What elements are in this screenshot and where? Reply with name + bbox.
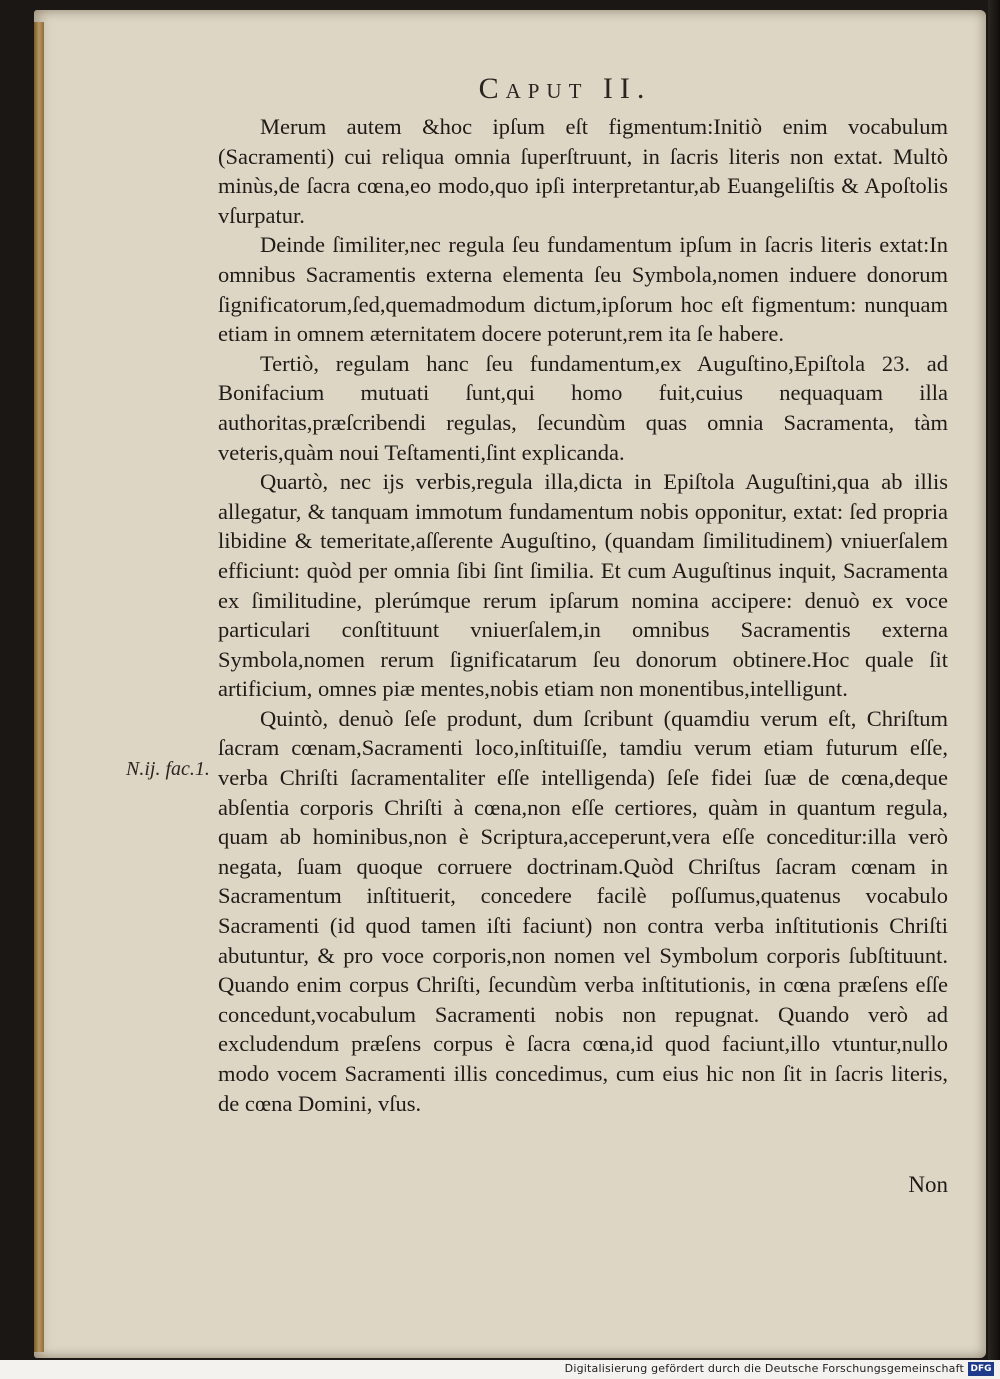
- scan-border: [988, 0, 1000, 1360]
- catchword: Non: [908, 1172, 948, 1197]
- dfg-logo: DFG: [968, 1362, 994, 1376]
- paragraph: Merum autem &hoc ipſum eſt figmentum:Initiò enim vocabulum (Sacramenti) cui reliqua omnia ſuperſtruunt, in ſacris literis non extat. Multò minùs,de ſacra cœna,eo modo,quo ipſi interpretantur,ab Euangeliſtis & Apoſtolis vſurpatur.: [218, 114, 948, 228]
- marginal-note: N.ij. fac.1.: [126, 758, 210, 780]
- gilt-page-edge: [34, 22, 44, 1352]
- paragraph: Deinde ſimiliter,nec regula ſeu fundamentum ipſum in ſacris literis extat:In omnibus Sacramentis externa elementa ſeu Symbola,nomen induere donorum ſignificatorum,ſed,quemadmodum dictum,ipſorum hoc eſt figmentum: nunquam etiam in omnem æternitatem docere poterunt,rem ita ſe habere.: [218, 232, 948, 347]
- paragraph: Tertiò, regulam hanc ſeu fundamentum,ex Auguſtino,Epiſtola 23. ad Bonifacium mutuati ſunt,qui homo fuit,cuius nequaquam illa authoritas,præſcribendi regulas, ſecundùm quas omnia Sacramenta, tàm veteris,quàm noui Teſtamenti,ſint explicanda.: [218, 350, 948, 465]
- footer-bar: [0, 1360, 1000, 1379]
- body-text: [218, 112, 948, 1118]
- paragraph: Quintò, denuò ſeſe produnt, dum ſcribunt (quamdiu verum eſt, Chriſtum ſacram cœnam,Sacramenti loco,inſtituiſſe, tamdiu verum etiam futurum eſſe, verba Chriſti ſacramentaliter eſſe intelligenda) ſeſe fidei ſuæ de cœna,deque abſentia corporis Chriſti à cœna,non eſſe certiores, quàm in quantum regula, quam ab hominibus,non è Scriptura,acceperunt,vera eſſe conceditur:illa verò negata, ſuam quoque corruere doctrinam.Quòd Chriſtus ſacram cœnam in Sacramentum inſtituerit, concedere facilè poſſumus,quatenus vocabulo Sacramenti (id quod tamen iſti faciunt) non contra verba inſtitutionis Chriſti abutuntur, & pro voce corporis,non nomen vel Symbolum corporis ſubſtituunt. Quando enim corpus Chriſti, ſecundùm verba inſtitutionis, in cœna præſens eſſe concedunt,vocabulum Sacramenti nobis non repugnat. Quando verò ad excludendum præſens corpus è ſacra cœna,id quod faciunt,illo vtuntur,nullo modo vocem Sacramenti illis concedimus, cum eius hic non ſit in ſacris literis, de cœna Domini, vſus.: [218, 705, 948, 1116]
- running-head: Caput II.: [478, 72, 652, 105]
- footer-credit: Digitalisierung gefördert durch die Deutsche Forschungsgemeinschaft: [564, 1362, 964, 1375]
- paragraph: Quartò, nec ijs verbis,regula illa,dicta in Epiſtola Auguſtini,qua ab illis allegatur, & tanquam immotum fundamentum nobis opponitur, extat: ſed propria libidine & temeritate,aſſerente Auguſtino, (quandam ſimilitudinem) vniuerſalem efficiunt: quòd per omnia ſibi ſint ſimilia. Et cum Auguſtinus inquit, Sacramenta ex ſimilitudine, plerúmque rerum ipſarum nomina accipere: denuò ex voce particulari conſtituunt vniuerſalem,in omnibus Sacramentis externa Symbola,nomen rerum ſignificatarum ſeu donorum obtinere.Hoc quale ſit artificium, omnes piæ mentes,nobis etiam non monentibus,intelligunt.: [218, 469, 948, 702]
